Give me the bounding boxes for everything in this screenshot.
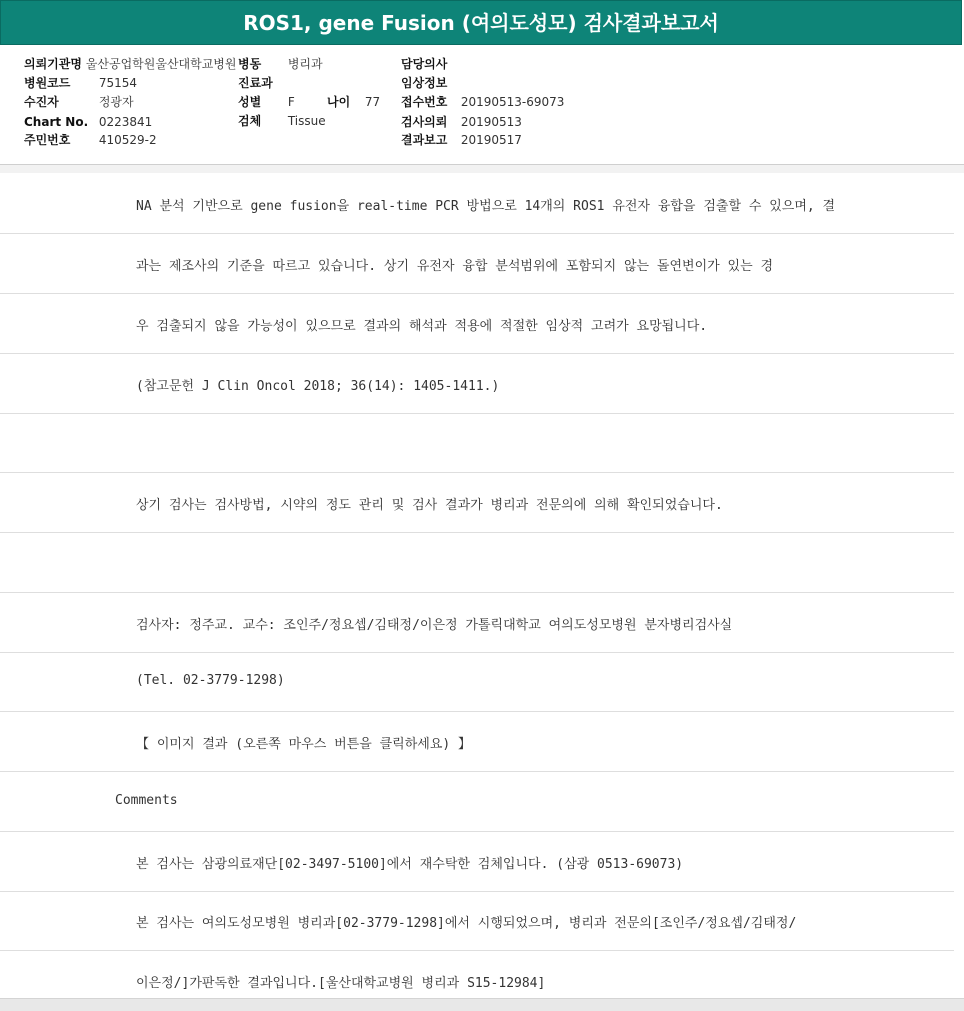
report-line-blank bbox=[0, 414, 954, 473]
ward-field bbox=[238, 56, 323, 72]
patient-info-panel bbox=[0, 46, 964, 165]
age-label: 나이 bbox=[327, 95, 351, 109]
chart-no-field bbox=[24, 114, 152, 130]
report-date-field bbox=[401, 132, 522, 148]
image-result-text[interactable]: 【 이미지 결과 (오른쪽 마우스 버튼을 클릭하세요) 】 bbox=[136, 737, 472, 752]
institution-value: 울산공업학원울산대학교병원 bbox=[85, 57, 237, 71]
sex-value: F bbox=[287, 95, 295, 109]
report-line bbox=[0, 833, 954, 892]
report-body[interactable] bbox=[0, 175, 954, 995]
comments-heading-row bbox=[0, 773, 954, 832]
image-result-line[interactable] bbox=[0, 713, 954, 772]
report-line-text: NA 분석 기반으로 gene fusion을 real-time PCR 방법으로 14개의 ROS1 유전자 융합을 검출할 수 있으며, 결 bbox=[136, 199, 836, 214]
clinical-info-field bbox=[401, 75, 451, 91]
vertical-scrollbar[interactable] bbox=[954, 175, 964, 995]
report-line-text: 상기 검사는 검사방법, 시약의 정도 관리 및 검사 결과가 병리과 전문의에 의해 확인되었습니다. bbox=[136, 498, 723, 513]
report-line bbox=[0, 295, 954, 354]
report-line bbox=[0, 474, 954, 533]
hospital-code-label: 병원코드 bbox=[24, 76, 71, 90]
doctor-field bbox=[401, 56, 451, 72]
resident-no-field bbox=[24, 132, 157, 148]
report-title: ROS1, gene Fusion (여의도성모) 검사결과보고서 bbox=[0, 0, 962, 45]
resident-no-value: 410529-2 bbox=[98, 133, 157, 147]
request-date-value: 20190513 bbox=[460, 115, 522, 129]
age-value: 77 bbox=[364, 95, 381, 109]
report-line bbox=[0, 653, 954, 712]
report-line-blank bbox=[0, 534, 954, 593]
report-line-text: 본 검사는 삼광의료재단[02-3497-5100]에서 재수탁한 검체입니다. (삼광 0513-69073) bbox=[136, 857, 684, 872]
report-line bbox=[0, 952, 954, 995]
ward-value: 병리과 bbox=[287, 57, 323, 71]
examinee-field bbox=[24, 94, 134, 110]
report-line bbox=[0, 892, 954, 951]
report-line-text: (참고문헌 J Clin Oncol 2018; 36(14): 1405-1411.) bbox=[136, 379, 500, 394]
chart-no-label: Chart No. bbox=[24, 115, 89, 129]
report-line-text: 우 검출되지 않을 가능성이 있으므로 결과의 해석과 적용에 적절한 임상적 고려가 요망됩니다. bbox=[136, 319, 708, 334]
sex-field bbox=[238, 94, 295, 110]
department-label: 진료과 bbox=[238, 76, 273, 90]
department-field bbox=[238, 75, 277, 91]
ward-label: 병동 bbox=[238, 57, 262, 71]
report-date-label: 결과보고 bbox=[401, 133, 448, 147]
sex-label: 성별 bbox=[238, 95, 262, 109]
report-line-text: 본 검사는 여의도성모병원 병리과[02-3779-1298]에서 시행되었으며, 병리과 전문의[조인주/정요셉/김태정/ bbox=[136, 916, 797, 931]
clinical-info-label: 임상정보 bbox=[401, 76, 448, 90]
report-date-value: 20190517 bbox=[460, 133, 522, 147]
receipt-no-value: 20190513-69073 bbox=[460, 95, 565, 109]
report-line-text: 과는 제조사의 기준을 따르고 있습니다. 상기 유전자 융합 분석범위에 포함되지 않는 돌연변이가 있는 경 bbox=[136, 259, 774, 274]
receipt-no-label: 접수번호 bbox=[401, 95, 448, 109]
specimen-label: 검체 bbox=[238, 114, 262, 128]
specimen-field bbox=[238, 113, 326, 129]
report-line-text: 이은정/]가판독한 결과입니다.[울산대학교병원 병리과 S15-12984] bbox=[136, 976, 546, 991]
examinee-value: 정광자 bbox=[98, 95, 134, 109]
chart-no-value: 0223841 bbox=[98, 115, 153, 129]
institution-label: 의뢰기관명 bbox=[24, 57, 82, 71]
specimen-value: Tissue bbox=[287, 114, 326, 128]
hospital-code-field bbox=[24, 75, 137, 91]
report-line-text: 검사자: 정주교. 교수: 조인주/정요셉/김태정/이은정 가톨릭대학교 여의도성모병원 분자병리검사실 bbox=[136, 618, 733, 633]
examinee-label: 수진자 bbox=[24, 95, 59, 109]
report-line bbox=[0, 355, 954, 414]
report-line bbox=[0, 235, 954, 294]
age-field bbox=[327, 94, 380, 110]
institution-field bbox=[24, 56, 237, 72]
resident-no-label: 주민번호 bbox=[24, 133, 71, 147]
report-line-text: (Tel. 02-3779-1298) bbox=[136, 673, 285, 688]
doctor-label: 담당의사 bbox=[401, 57, 448, 71]
comments-heading: Comments bbox=[115, 793, 178, 808]
horizontal-scrollbar[interactable] bbox=[0, 998, 964, 1011]
report-line bbox=[0, 594, 954, 653]
panel-divider bbox=[0, 165, 964, 173]
report-line bbox=[0, 175, 954, 234]
hospital-code-value: 75154 bbox=[98, 76, 138, 90]
request-date-field bbox=[401, 114, 522, 130]
receipt-no-field bbox=[401, 94, 564, 110]
request-date-label: 검사의뢰 bbox=[401, 115, 448, 129]
